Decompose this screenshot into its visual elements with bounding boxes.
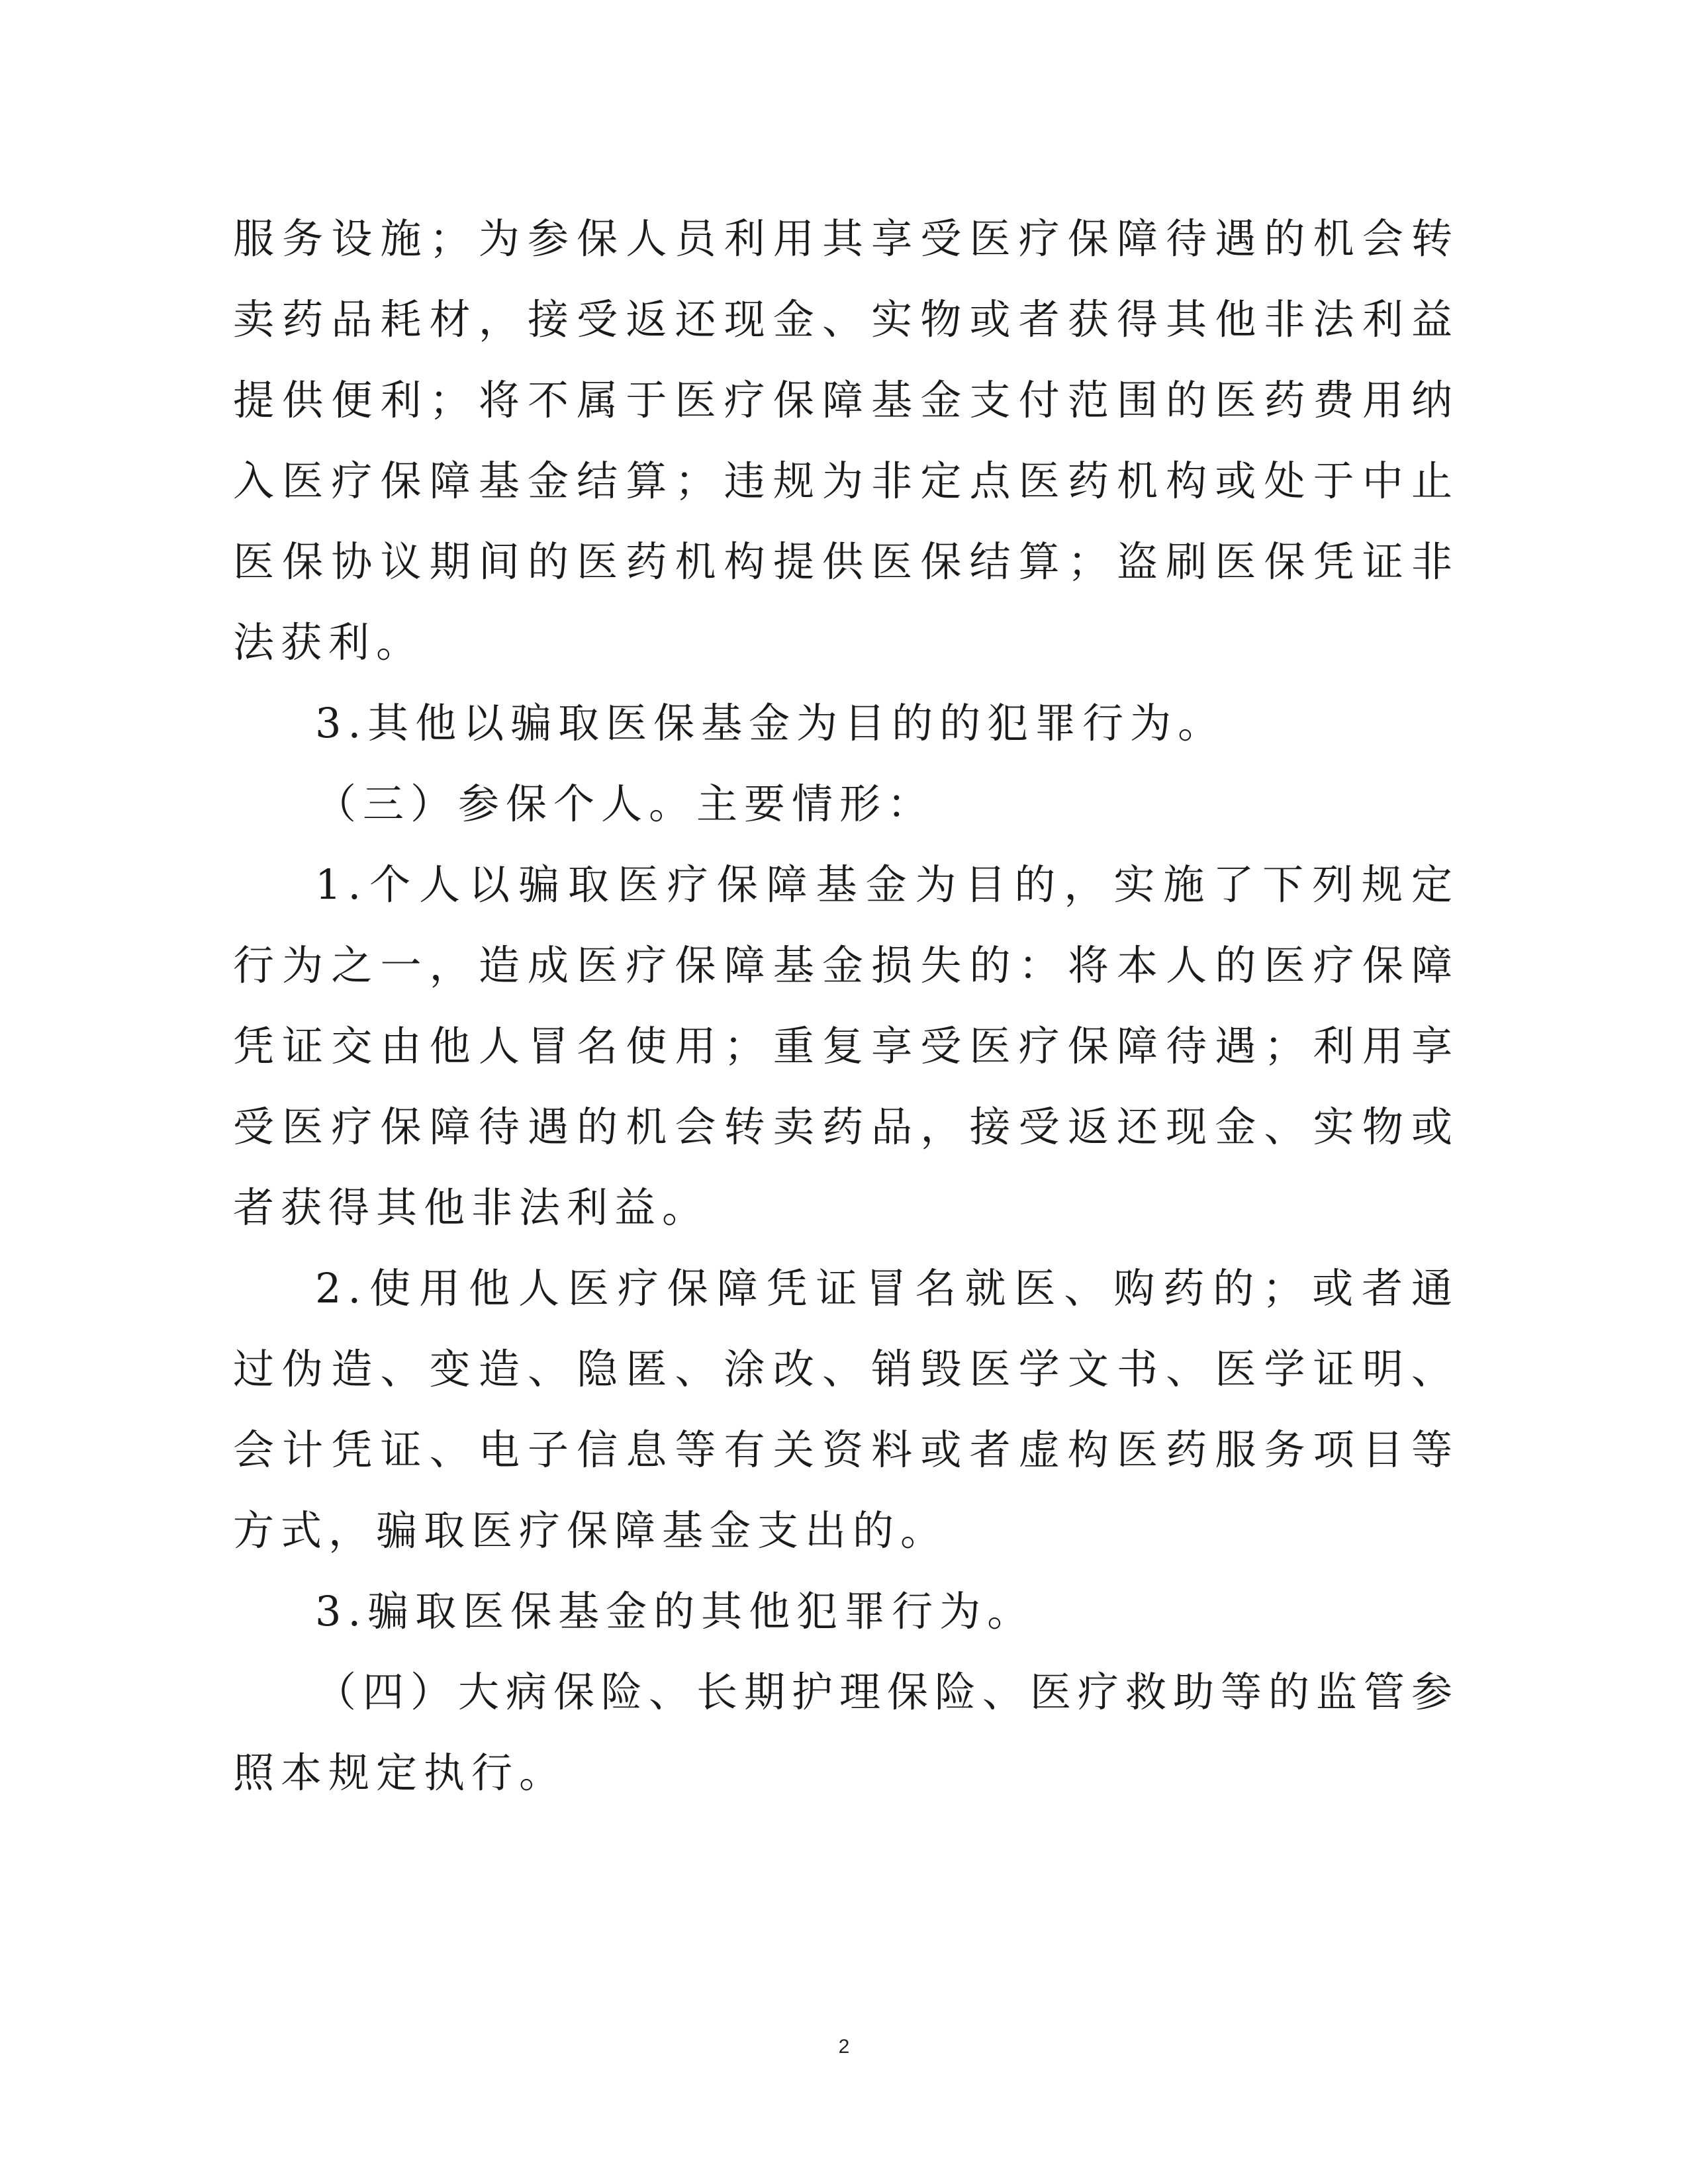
section-heading-other-insurance: （四）大病保险、长期护理保险、医疗救助等的监管参照本规定执行。 — [233, 1668, 1460, 1797]
document-body — [233, 199, 1459, 1813]
paragraph-item-3-institutions: 3.其他以骗取医保基金为目的的犯罪行为。 — [315, 699, 1226, 747]
paragraph-item-1-individuals: 1.个人以骗取医疗保障基金为目的，实施了下列规定行为之一，造成医疗保障基金损失的：将本人的医疗保障凭证交由他人冒名使用；重复享受医疗保障待遇；利用享受医疗保障待遇的机会转卖药品，接受返还现金、实物或者获得其他非法利益。 — [233, 860, 1459, 1232]
paragraph-item-2-individuals: 2.使用他人医疗保障凭证冒名就医、购药的；或者通过伪造、变造、隐匿、涂改、销毁医学文书、医学证明、会计凭证、电子信息等有关资料或者虚构医药服务项目等方式，骗取医疗保障基金支出的。 — [233, 1264, 1459, 1555]
section-heading-insured-individuals: （三）参保个人。主要情形： — [315, 780, 935, 828]
page-number: 2 — [838, 2036, 850, 2058]
paragraph-continuation: 服务设施；为参保人员利用其享受医疗保障待遇的机会转卖药品耗材，接受返还现金、实物或者获得其他非法利益提供便利；将不属于医疗保障基金支付范围的医药费用纳入医疗保障基金结算；违规为非定点医药机构或处于中止医保协议期间的医药机构提供医保结算；盗刷医保凭证非法获利。 — [233, 214, 1459, 666]
paragraph-item-3-individuals: 3.骗取医保基金的其他犯罪行为。 — [315, 1587, 1035, 1635]
